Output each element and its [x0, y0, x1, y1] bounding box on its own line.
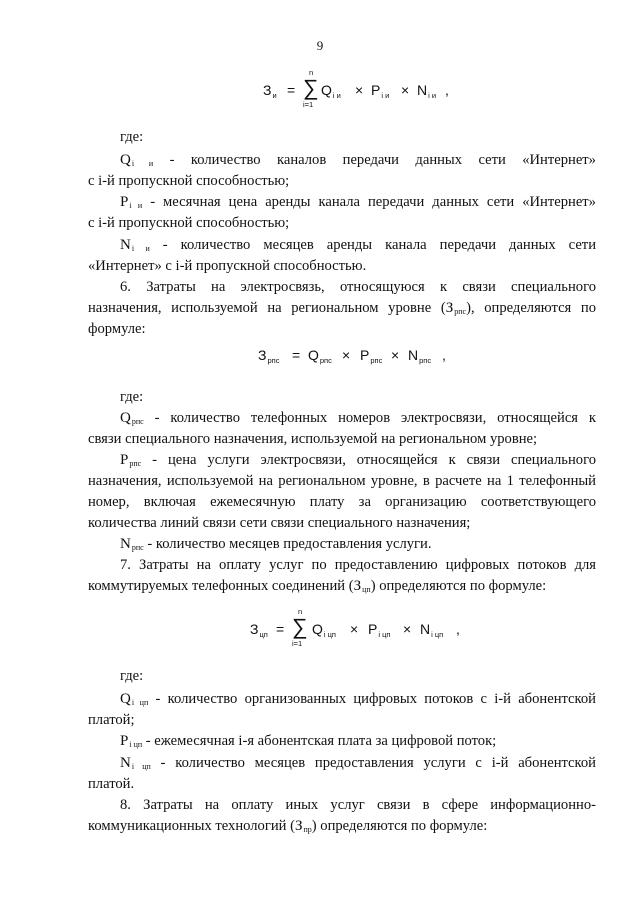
where-label: где: [120, 129, 144, 145]
definition-q-special: Qрпс - количество телефонных номеров электросвязи, относящейся к [120, 410, 596, 426]
definition-n-special: Nрпс - количество месяцев предоставления услуги. [120, 536, 432, 552]
section-8: 8. Затраты на оплату иных услуг связи в сфере информационно- [120, 797, 596, 813]
definition-q-digital: Qi цп - количество организованных цифровых потоков с i-й абонентской [120, 691, 596, 707]
where-label: где: [120, 389, 144, 405]
document-page: 9 $З_и$ = n ∑ i=1 $Q_{i и}$ × $P_{i и}$ × $N_{i и}$ , где: Qi и - количество каналов передачи данных сети «Интернет» с i-й пропускной способностью; Pi и - месячная цена аренды канала передачи данных сети «Интернет» с i-й пропускной способностью; Ni и - количество месяцев аренды канала передачи данных сети «Интернет» с i-й пропускной способностью. 6. Затраты на электросвязь, относящуюся к связи специального назначения, используемой на региональном уровне (Зрпс), определяются по формуле: $З_{рпс}$ = $Q_{рпс}$ × $P_{рпс}$ × $N_{рпс}$ , где: Qрпс - количество телефонных номеров электросвязи, относящейся к связи специального назначения, используемой на региональном уровне; Pрпс - цена услуги электросвязи, относящейся к связи специального назначения, используемой на региональном уровне, в расчете на 1 телефонный номер, включая ежемесячную плату за организацию соответствующего количества линий связи сети связи специального назначения; Nрпс - количество месяцев предоставления услуги. 7. Затраты на оплату услуг по предоставлению цифровых потоков для коммутируемых телефонных соединений (Зцп) определяются по формуле: $З_{цп}$ = n ∑ i=1 $Q_{i цп}$ × $P_{i цп}$ × $N_{i цп}$ , где: Qi цп - количество организованных цифровых потоков с i-й абонентской платой; Pi цп - ежемесячная i-я абонентская плата за цифровой поток; Ni цп - количество месяцев предоставления услуги с i-й абонентской платой. 8. Затраты на оплату иных услуг связи в сфере информационно- коммуникационных технологий (Зпр) определяются по формуле: [0, 0, 640, 905]
definition-p-special: Pрпс - цена услуги электросвязи, относящейся к связи специального [120, 452, 596, 468]
where-label: где: [120, 668, 144, 684]
page-number: 9 [316, 38, 324, 53]
section-6: 6. Затраты на электросвязь, относящуюся к связи специального [120, 279, 596, 295]
definition-n-internet: Ni и - количество месяцев аренды канала передачи данных сети [120, 237, 596, 253]
definition-n-digital: Ni цп - количество месяцев предоставления услуги с i-й абонентской [120, 755, 596, 771]
definition-q-internet: Qi и - количество каналов передачи данных сети «Интернет» [120, 152, 596, 168]
definition-p-digital: Pi цп - ежемесячная i-я абонентская плата за цифровой поток; [120, 733, 497, 749]
definition-p-internet: Pi и - месячная цена аренды канала передачи данных сети «Интернет» [120, 194, 596, 210]
section-7: 7. Затраты на оплату услуг по предоставлению цифровых потоков для [120, 557, 596, 573]
